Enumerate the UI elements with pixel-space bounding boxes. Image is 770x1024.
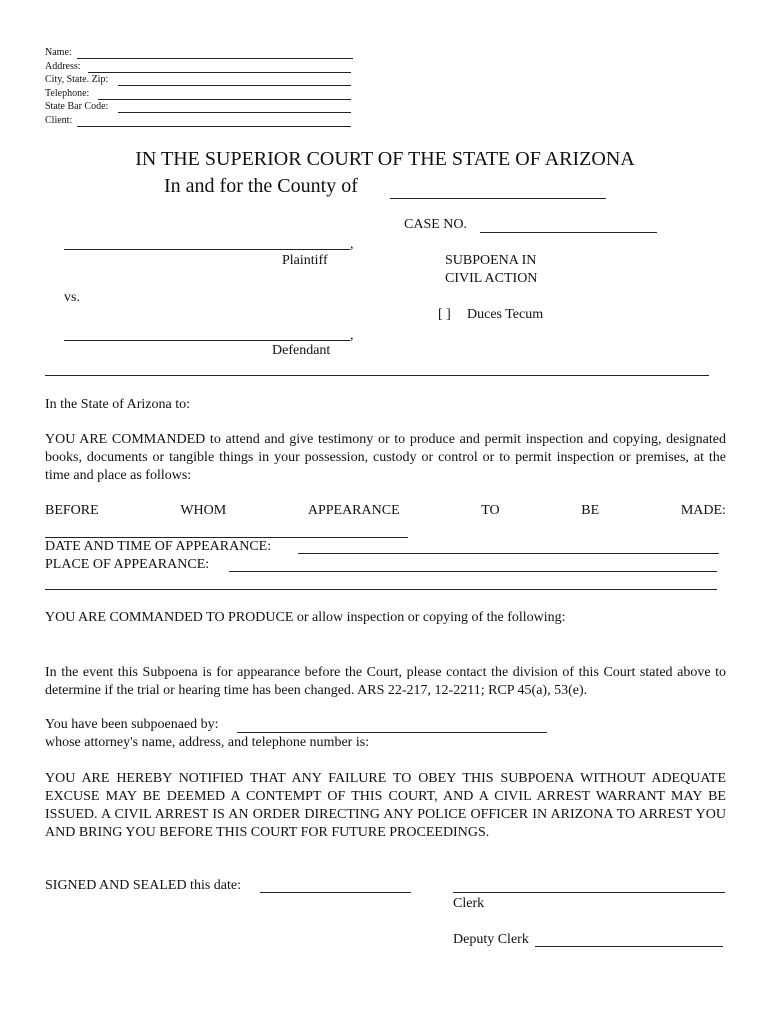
place-field-continued[interactable] xyxy=(45,589,717,590)
plaintiff-name-field[interactable] xyxy=(64,249,350,250)
state-bar-code-field[interactable] xyxy=(118,112,351,113)
duces-tecum-label: Duces Tecum xyxy=(467,307,544,322)
signed-sealed-label: SIGNED AND SEALED this date: xyxy=(45,878,241,893)
caption-divider xyxy=(45,375,709,376)
duces-tecum-checkbox[interactable]: [ ] xyxy=(438,307,451,322)
client-field[interactable] xyxy=(77,126,351,127)
case-no-label: CASE NO. xyxy=(404,217,468,232)
deputy-clerk-signature-line[interactable] xyxy=(535,946,723,947)
plaintiff-comma: , xyxy=(350,237,354,252)
subpoenaed-by-label: You have been subpoenaed by: xyxy=(45,717,219,732)
before-word: BEFORE xyxy=(45,503,99,518)
vs-label: vs. xyxy=(64,290,80,305)
before-whom-field[interactable] xyxy=(45,537,408,538)
county-field[interactable] xyxy=(390,198,606,199)
greeting: In the State of Arizona to: xyxy=(45,397,191,412)
city-state-zip-field[interactable] xyxy=(118,85,351,86)
subpoena-title-line2: CIVIL ACTION xyxy=(445,271,538,286)
county-label: In and for the County of xyxy=(164,175,358,197)
defendant-label: Defendant xyxy=(272,343,331,358)
court-title: IN THE SUPERIOR COURT OF THE STATE OF ARIZONA xyxy=(135,148,635,170)
defendant-name-field[interactable] xyxy=(64,340,350,341)
plaintiff-label: Plaintiff xyxy=(282,253,328,268)
place-label: PLACE OF APPEARANCE: xyxy=(45,557,210,572)
name-field[interactable] xyxy=(77,58,353,59)
event-paragraph: In the event this Subpoena is for appearance before the Court, please contact the division of this Court stated above to determine if the trial or hearing time has been changed. ARS 22-217, 12-2211; RCP 45(a), 53(e). xyxy=(45,665,726,698)
client-label: Client: xyxy=(45,115,73,126)
made-word: MADE: xyxy=(680,503,726,518)
name-label: Name: xyxy=(45,47,72,58)
date-time-label: DATE AND TIME OF APPEARANCE: xyxy=(45,539,272,554)
telephone-label: Telephone: xyxy=(45,88,90,99)
attorney-info-label: whose attorney's name, address, and telephone number is: xyxy=(45,735,370,750)
city-state-zip-label: City, State. Zip: xyxy=(45,74,109,85)
clerk-label: Clerk xyxy=(453,896,485,911)
before-whom-line xyxy=(45,503,726,519)
produce-paragraph: YOU ARE COMMANDED TO PRODUCE or allow inspection or copying of the following: xyxy=(45,610,566,625)
clerk-signature-line[interactable] xyxy=(453,892,725,893)
state-bar-code-label: State Bar Code: xyxy=(45,101,109,112)
whom-word: WHOM xyxy=(180,503,227,518)
appearance-word: APPEARANCE xyxy=(307,503,400,518)
address-label: Address: xyxy=(45,61,81,72)
notice-paragraph: YOU ARE HEREBY NOTIFIED THAT ANY FAILURE TO OBEY THIS SUBPOENA WITHOUT ADEQUATE EXCUSE MAY BE DEEMED A CONTEMPT OF THIS COURT, AND A CIVIL ARREST WARRANT MAY BE ISSUED. A CIVIL ARREST IS AN ORDER DIRECTING ANY POLICE OFFICER IN ARIZONA TO ARREST YOU AND BRING YOU BEFORE THIS COURT FOR FUTURE PROCEEDINGS. xyxy=(45,771,726,840)
address-field[interactable] xyxy=(88,72,351,73)
deputy-clerk-label: Deputy Clerk xyxy=(453,932,529,947)
subpoenaed-by-field[interactable] xyxy=(237,732,547,733)
telephone-field[interactable] xyxy=(98,99,351,100)
commanded-paragraph: YOU ARE COMMANDED to attend and give testimony or to produce and permit inspection and copying, designated books, documents or tangible things in your possession, custody or control or to permit inspection or premises, at the time and place as follows: xyxy=(45,432,726,483)
subpoena-title-line1: SUBPOENA IN xyxy=(445,253,537,268)
be-word: BE xyxy=(581,503,600,518)
to-word: TO xyxy=(481,503,500,518)
place-field[interactable] xyxy=(229,571,717,572)
case-no-field[interactable] xyxy=(480,232,657,233)
defendant-comma: , xyxy=(350,328,354,343)
date-time-field[interactable] xyxy=(298,553,719,554)
signed-date-field[interactable] xyxy=(260,892,411,893)
